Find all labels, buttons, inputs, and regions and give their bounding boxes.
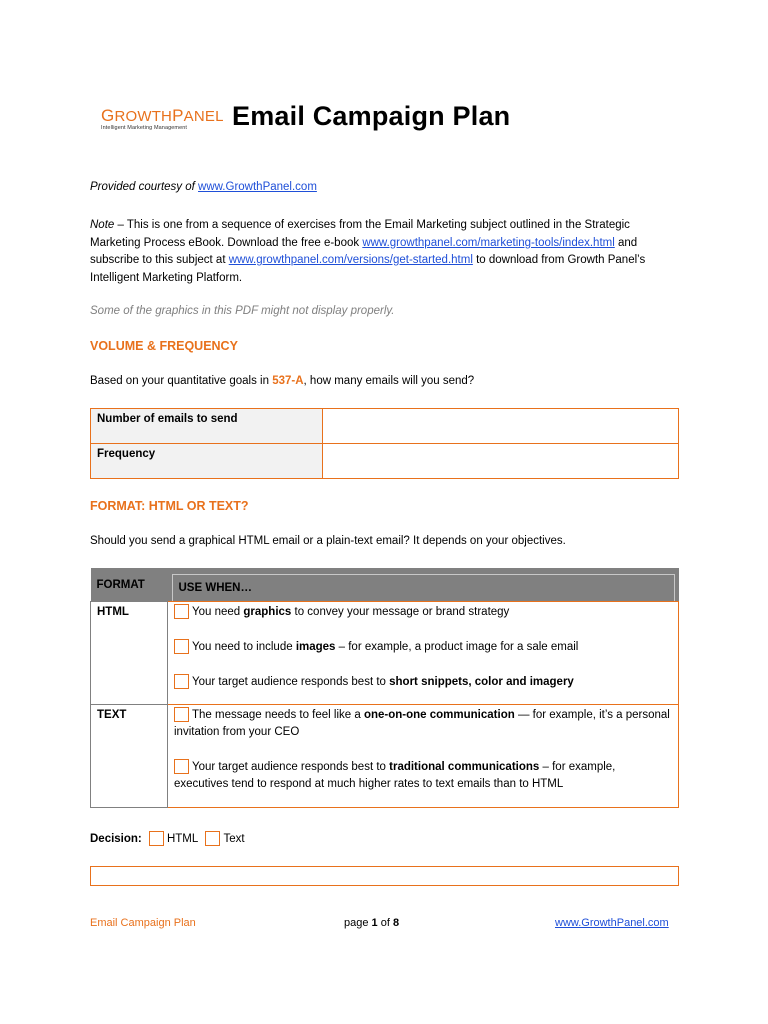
format-question: Should you send a graphical HTML email or a plain-text email? It depends on your objectives. <box>90 535 566 547</box>
decision-text-checkbox[interactable] <box>205 831 220 846</box>
footer-title: Email Campaign Plan <box>90 917 196 929</box>
html-option-images: You need to include images – for example, a product image for a sale email <box>174 639 672 656</box>
courtesy-line: Provided courtesy of www.GrowthPanel.com <box>90 181 317 193</box>
frequency-label: Frequency <box>91 444 323 479</box>
emails-count-field[interactable] <box>323 409 679 444</box>
goal-reference: 537-A <box>272 375 304 387</box>
decision-html-label: HTML <box>166 833 199 845</box>
volume-heading: VOLUME & FREQUENCY <box>90 339 238 353</box>
format-col-header: FORMAT <box>91 568 168 602</box>
text-one-on-one-checkbox[interactable] <box>174 707 189 722</box>
decision-label: Decision: <box>90 833 142 845</box>
decision-notes-field[interactable] <box>90 866 679 886</box>
footer-page-number: page 1 of 8 <box>344 917 400 929</box>
graphics-note: Some of the graphics in this PDF might not display properly. <box>90 305 395 317</box>
text-format-label: TEXT <box>91 705 168 808</box>
use-when-header-label: USE WHEN… <box>172 574 675 601</box>
subscribe-link[interactable]: www.growthpanel.com/versions/get-started.html <box>228 254 473 266</box>
footer-site-link[interactable]: www.GrowthPanel.com <box>555 917 669 929</box>
format-heading: FORMAT: HTML OR TEXT? <box>90 499 249 513</box>
decision-html-checkbox[interactable] <box>149 831 164 846</box>
growthpanel-logo <box>101 108 224 132</box>
html-images-checkbox[interactable] <box>174 639 189 654</box>
logo-wordmark: GROWTHPANEL <box>101 106 224 125</box>
ebook-link[interactable]: www.growthpanel.com/marketing-tools/index.html <box>362 236 615 249</box>
growthpanel-link[interactable]: www.GrowthPanel.com <box>198 181 317 193</box>
frequency-field[interactable] <box>323 444 679 479</box>
note-paragraph: Note – This is one from a sequence of exercises from the Email Marketing subject outlined in the Strategic Marketing Process eBook. Download the free e-book www.growthpanel.com/marketing-tools/index.html and subscribe to this subject at www.growthpanel.com/versions/get-started.html to download from Growth Panel’s Intelligent Marketing Platform. <box>90 219 646 284</box>
html-option-graphics: You need graphics to convey your message or brand strategy <box>174 604 672 621</box>
logo-tagline: Intelligent Marketing Management <box>101 125 188 131</box>
html-graphics-checkbox[interactable] <box>174 604 189 619</box>
decision-text-label: Text <box>223 833 245 845</box>
use-when-col-header <box>168 568 679 602</box>
emails-count-label: Number of emails to send <box>91 409 323 444</box>
html-format-label: HTML <box>91 602 168 705</box>
text-option-one-on-one: The message needs to feel like a one-on-one communication — for example, it’s a personal invitation from your CEO <box>174 709 670 738</box>
volume-question: Based on your quantitative goals in 537-A, how many emails will you send? <box>90 375 475 387</box>
decision-row <box>90 831 245 846</box>
text-traditional-checkbox[interactable] <box>174 759 189 774</box>
format-table <box>90 568 679 808</box>
html-options-cell <box>168 602 679 705</box>
html-imagery-checkbox[interactable] <box>174 674 189 689</box>
text-option-traditional: Your target audience responds best to traditional communications – for example, executives tend to respond at much higher rates to text emails than to HTML <box>174 761 616 790</box>
html-option-imagery: Your target audience responds best to short snippets, color and imagery <box>174 674 672 691</box>
volume-table <box>90 408 679 479</box>
text-options-cell <box>168 705 679 808</box>
document-title: Email Campaign Plan <box>232 101 511 131</box>
